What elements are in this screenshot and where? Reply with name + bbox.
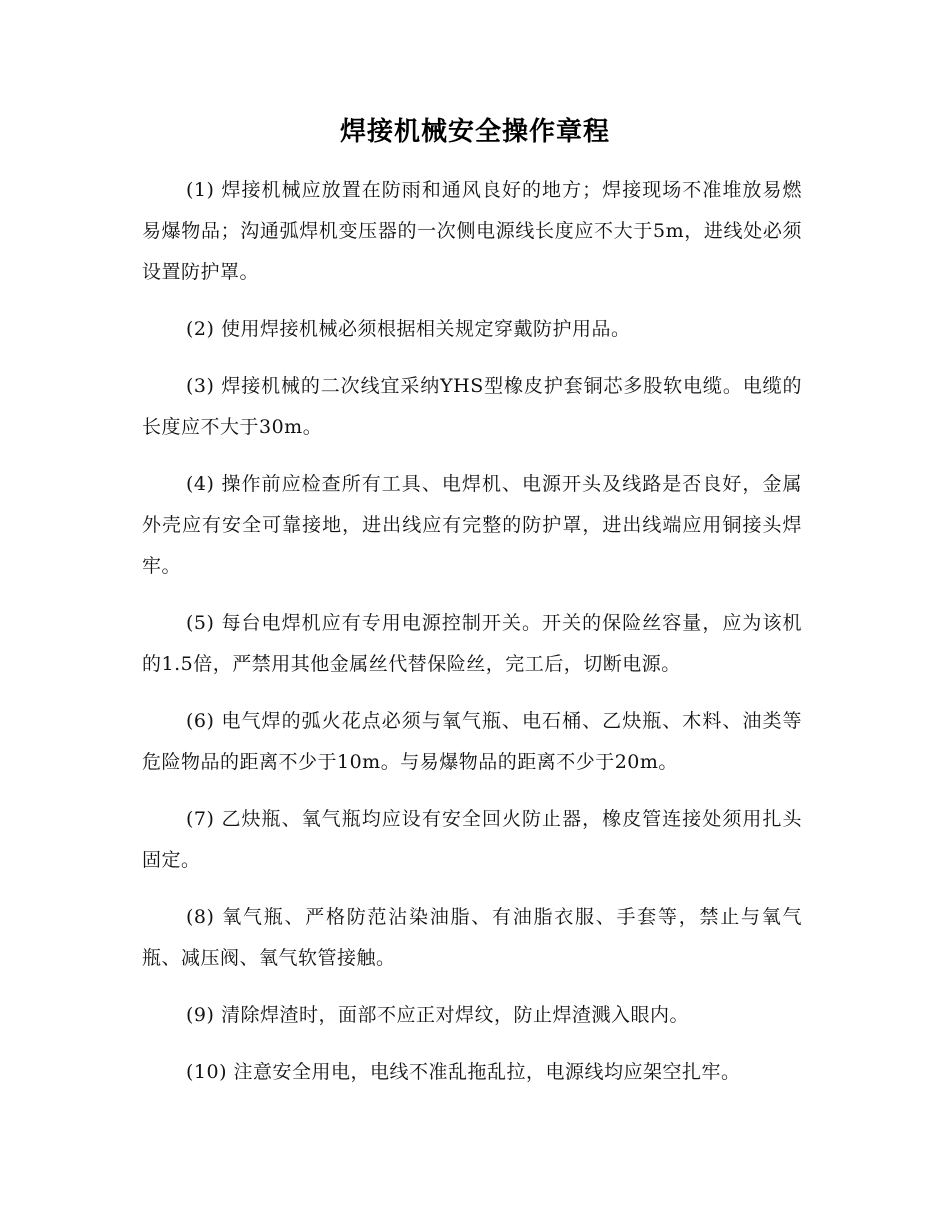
document-title: 焊接机械安全操作章程 — [339, 117, 610, 147]
paragraph-4: (4) 操作前应检查所有工具、电焊机、电源开头及线路是否良好，金属外壳应有安全可靠接地，进出线应有完整的防护罩，进出线端应用铜接头焊牢。 — [142, 473, 802, 577]
paragraph-2: (2) 使用焊接机械必须根据相关规定穿戴防护用品。 — [186, 318, 631, 340]
paragraph-9: (9) 清除焊渣时，面部不应正对焊纹，防止焊渣溅入眼内。 — [186, 1004, 689, 1026]
paragraph-8: (8) 氧气瓶、严格防范沾染油脂、有油脂衣服、手套等，禁止与氧气瓶、减压阀、氧气软管接触。 — [142, 906, 802, 969]
paragraph-1: (1) 焊接机械应放置在防雨和通风良好的地方；焊接现场不准堆放易燃易爆物品；沟通弧焊机变压器的一次侧电源线长度应不大于5m，进线处必须设置防护罩。 — [142, 179, 802, 283]
paragraph-10: (10) 注意安全用电，电线不准乱拖乱拉，电源线均应架空扎牢。 — [186, 1061, 741, 1083]
paragraph-6: (6) 电气焊的弧火花点必须与氧气瓶、电石桶、乙炔瓶、木料、油类等危险物品的距离不少于10m。与易爆物品的距离不少于20m。 — [142, 710, 802, 773]
document-body — [142, 170, 802, 1109]
paragraph-7: (7) 乙炔瓶、氧气瓶均应设有安全回火防止器，橡皮管连接处须用扎头固定。 — [142, 808, 802, 871]
paragraph-3: (3) 焊接机械的二次线宜采纳YHS型橡皮护套铜芯多股软电缆。电缆的长度应不大于30m。 — [142, 375, 802, 438]
paragraph-5: (5) 每台电焊机应有专用电源控制开关。开关的保险丝容量，应为该机的1.5倍，严禁用其他金属丝代替保险丝，完工后，切断电源。 — [142, 612, 802, 675]
